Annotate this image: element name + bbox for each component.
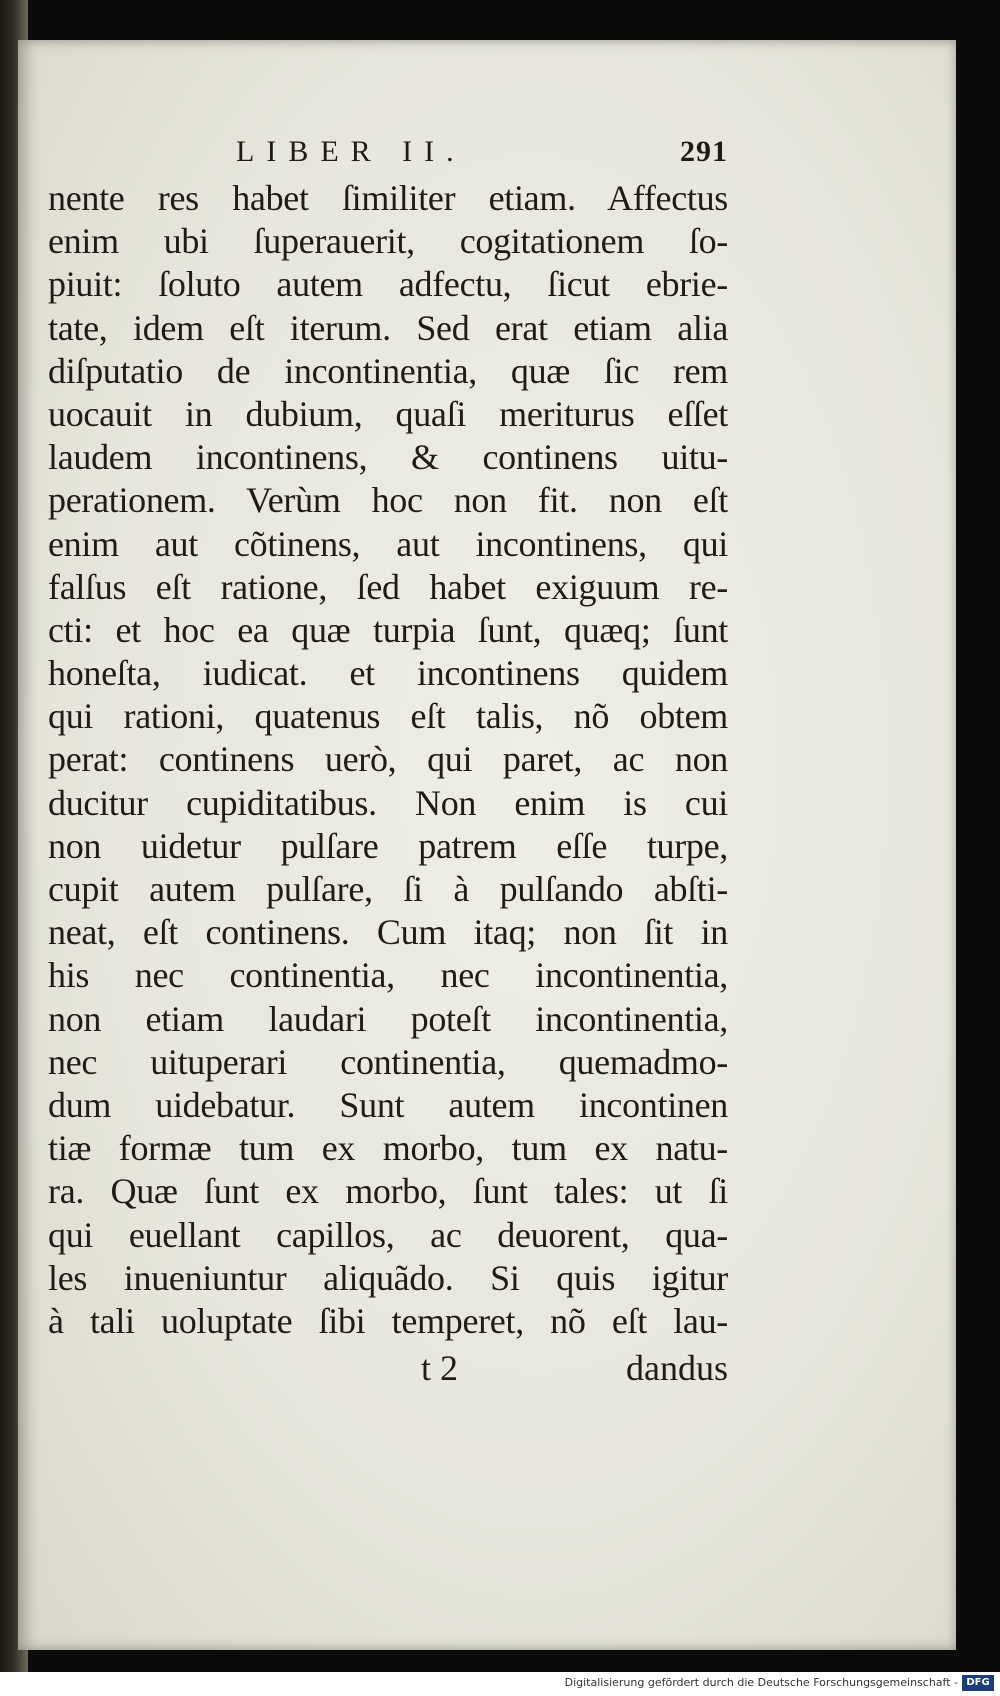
text-line: tiæ formæ tum ex morbo, tum ex natu- [48,1128,728,1169]
text-line: nec uituperari continentia, quemadmo- [48,1041,728,1082]
page-content [48,135,728,1397]
text-line: neat, eſt continens. Cum itaq; non ſit in [48,912,728,953]
text-line: his nec continentia, nec incontinentia, [48,955,728,996]
text-line: dum uidebatur. Sunt autem incontinen [48,1084,728,1125]
page-footer [48,1347,728,1397]
page-number: 291 [680,135,728,168]
text-line: honeſta, iudicat. et incontinens quidem [48,653,728,694]
text-line: nente res habet ſimiliter etiam. Affectus [48,178,728,218]
text-line: qui euellant capillos, ac deuorent, qua- [48,1214,728,1255]
text-line: piuit: ſoluto autem adfectu, ſicut ebrie- [48,264,728,305]
running-head-title: LIBER II. [236,135,466,168]
text-line: diſputatio de incontinentia, quæ ſic rem [48,350,728,391]
dfg-logo: DFG [962,1675,994,1691]
text-line: falſus eſt ratione, ſed habet exiguum re- [48,566,728,607]
text-line: ra. Quæ ſunt ex morbo, ſunt tales: ut ſi [48,1171,728,1212]
text-line: perationem. Verùm hoc non fit. non eſt [48,480,728,521]
text-line: non etiam laudari poteſt incontinentia, [48,998,728,1039]
text-line: non uidetur pulſare patrem eſſe turpe, [48,825,728,866]
text-line: les inueniuntur aliquãdo. Si quis igitur [48,1257,728,1298]
text-block [48,177,728,1343]
text-line: laudem incontinens, & continens uitu- [48,437,728,478]
text-line: à tali uoluptate ſibi temperet, nõ eſt lau- [48,1300,728,1341]
book-page [18,40,956,1650]
digitization-credit-bar [0,1672,1000,1696]
text-line: cti: et hoc ea quæ turpia ſunt, quæq; ſunt [48,609,728,650]
text-line: qui rationi, quatenus eſt talis, nõ obtem [48,696,728,737]
catchword: dandus [626,1348,728,1389]
text-line: uocauit in dubium, quaſi meriturus eſſet [48,393,728,434]
text-line: tate, idem eſt iterum. Sed erat etiam alia [48,307,728,348]
text-line: enim aut cõtinens, aut incontinens, qui [48,523,728,564]
text-line: enim ubi ſuperauerit, cogitationem ſo- [48,221,728,262]
signature-mark: t 2 [421,1348,459,1389]
running-head [48,135,728,177]
text-line: ducitur cupiditatibus. Non enim is cui [48,782,728,823]
text-line: perat: continens uerò, qui paret, ac non [48,739,728,780]
text-line: cupit autem pulſare, ſi à pulſando abſti- [48,869,728,909]
credit-text: Digitalisierung gefördert durch die Deutsche Forschungsgemeinschaft - [564,1676,958,1689]
